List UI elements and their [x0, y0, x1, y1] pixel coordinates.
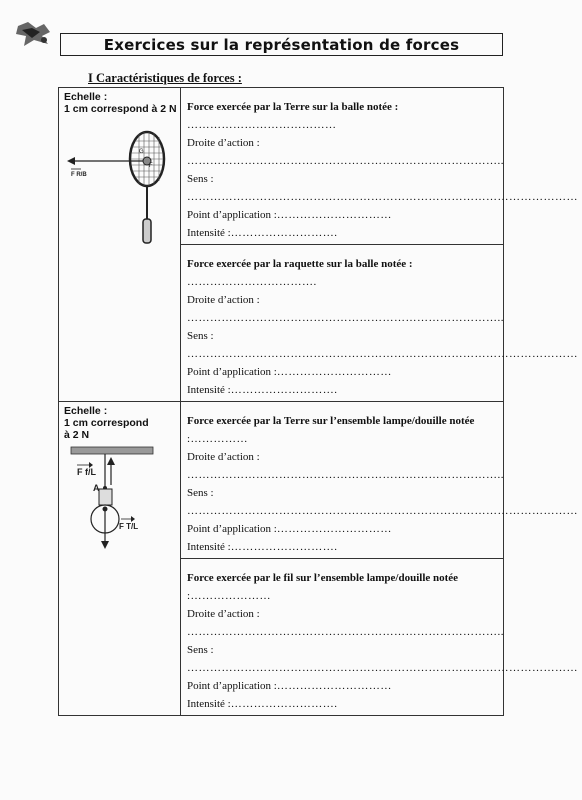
intensite-label: Intensité : — [187, 227, 231, 239]
point-label: Point d’application : — [187, 680, 277, 692]
force-label-weight: F T/L — [119, 522, 139, 531]
intensite-row — [187, 224, 503, 242]
point-answer-field[interactable]: ………………………… — [276, 209, 392, 221]
droite-answer-field[interactable]: ……………………………………………………………………….. — [187, 155, 504, 167]
intensite-row — [187, 538, 503, 556]
point-answer-field[interactable]: ………………………… — [276, 680, 392, 692]
force-question: Force exercée par la raquette sur la balle notée : — [187, 258, 413, 270]
sens-label: Sens : — [187, 330, 214, 342]
svg-text:F: F — [149, 163, 153, 169]
sens-label: Sens : — [187, 487, 214, 499]
droite-answer-field[interactable]: ……………………………………………………………………….. — [187, 469, 504, 481]
intensite-label: Intensité : — [187, 698, 231, 710]
sens-answer-field[interactable]: ………………………………………………………………………………………… — [187, 505, 578, 517]
intensite-row — [187, 381, 503, 399]
droite-answer-field[interactable]: ……………………………………………………………………….. — [187, 626, 504, 638]
intensite-answer-field[interactable]: ………………………. — [230, 698, 338, 710]
force-question: Force exercée par la Terre sur l’ensemble lampe/douille notée — [187, 415, 475, 427]
droite-label: Droite d’action : — [187, 294, 260, 306]
sens-answer-field[interactable]: ………………………………………………………………………………………… — [187, 191, 578, 203]
point-a-label: A — [93, 483, 100, 493]
racket-figure-cell — [59, 88, 181, 402]
svg-text:G: G — [139, 149, 144, 155]
force-question-cell — [181, 559, 578, 716]
sens-label: Sens : — [187, 173, 214, 185]
table-row — [59, 88, 504, 245]
answer-field[interactable]: ……………………………. — [187, 276, 317, 288]
school-logo-icon — [14, 20, 54, 48]
exercise-table — [58, 87, 578, 716]
scale-value-line2: à 2 N — [64, 429, 90, 441]
lamp-figure-cell — [59, 402, 181, 716]
point-label: Point d’application : — [187, 209, 277, 221]
force-question-cell — [181, 88, 578, 245]
point-answer-field[interactable]: ………………………… — [276, 523, 392, 535]
force-question: Force exercée par le fil sur l’ensemble lampe/douille notée — [187, 572, 459, 584]
droite-label: Droite d’action : — [187, 137, 260, 149]
racket-diagram — [59, 119, 180, 249]
force-question-cell — [181, 245, 578, 402]
force-question-cell — [181, 402, 578, 559]
point-label: Point d’application : — [187, 523, 277, 535]
point-row — [187, 206, 503, 224]
intensite-answer-field[interactable]: ………………………. — [230, 227, 338, 239]
intensite-answer-field[interactable]: ………………………. — [230, 384, 338, 396]
answer-field[interactable]: :………………… — [187, 590, 272, 602]
droite-label: Droite d’action : — [187, 451, 260, 463]
sens-answer-field[interactable]: ………………………………………………………………………………………… — [187, 348, 578, 360]
force-label-wire: F f/L — [77, 467, 96, 477]
answer-field[interactable]: ………………………………… — [187, 119, 337, 131]
section-heading: I Caractéristiques de forces : — [88, 71, 242, 85]
table-row — [59, 402, 504, 559]
scale-note — [59, 402, 180, 441]
scale-note — [59, 88, 180, 115]
point-answer-field[interactable]: ………………………… — [276, 366, 392, 378]
intensite-label: Intensité : — [187, 541, 231, 553]
lamp-diagram — [59, 445, 180, 555]
answer-field[interactable]: :…………… — [187, 433, 249, 445]
force-label-racket: F R/B — [71, 172, 87, 178]
scale-value-line1: 1 cm correspond — [64, 417, 149, 429]
page-title: Exercices sur la représentation de forces — [60, 33, 503, 56]
intensite-label: Intensité : — [187, 384, 231, 396]
intensite-row — [187, 695, 503, 713]
droite-label: Droite d’action : — [187, 608, 260, 620]
scale-label: Echelle : — [64, 405, 108, 417]
point-row — [187, 677, 503, 695]
sens-answer-field[interactable]: ………………………………………………………………………………………… — [187, 662, 578, 674]
force-question: Force exercée par la Terre sur la balle notée : — [187, 101, 399, 113]
sens-label: Sens : — [187, 644, 214, 656]
intensite-answer-field[interactable]: ………………………. — [230, 541, 338, 553]
droite-answer-field[interactable]: ……………………………………………………………………….. — [187, 312, 504, 324]
point-row — [187, 520, 503, 538]
point-row — [187, 363, 503, 381]
point-label: Point d’application : — [187, 366, 277, 378]
scale-label: Echelle : — [64, 91, 108, 103]
scale-value: 1 cm correspond à 2 N — [64, 103, 177, 115]
